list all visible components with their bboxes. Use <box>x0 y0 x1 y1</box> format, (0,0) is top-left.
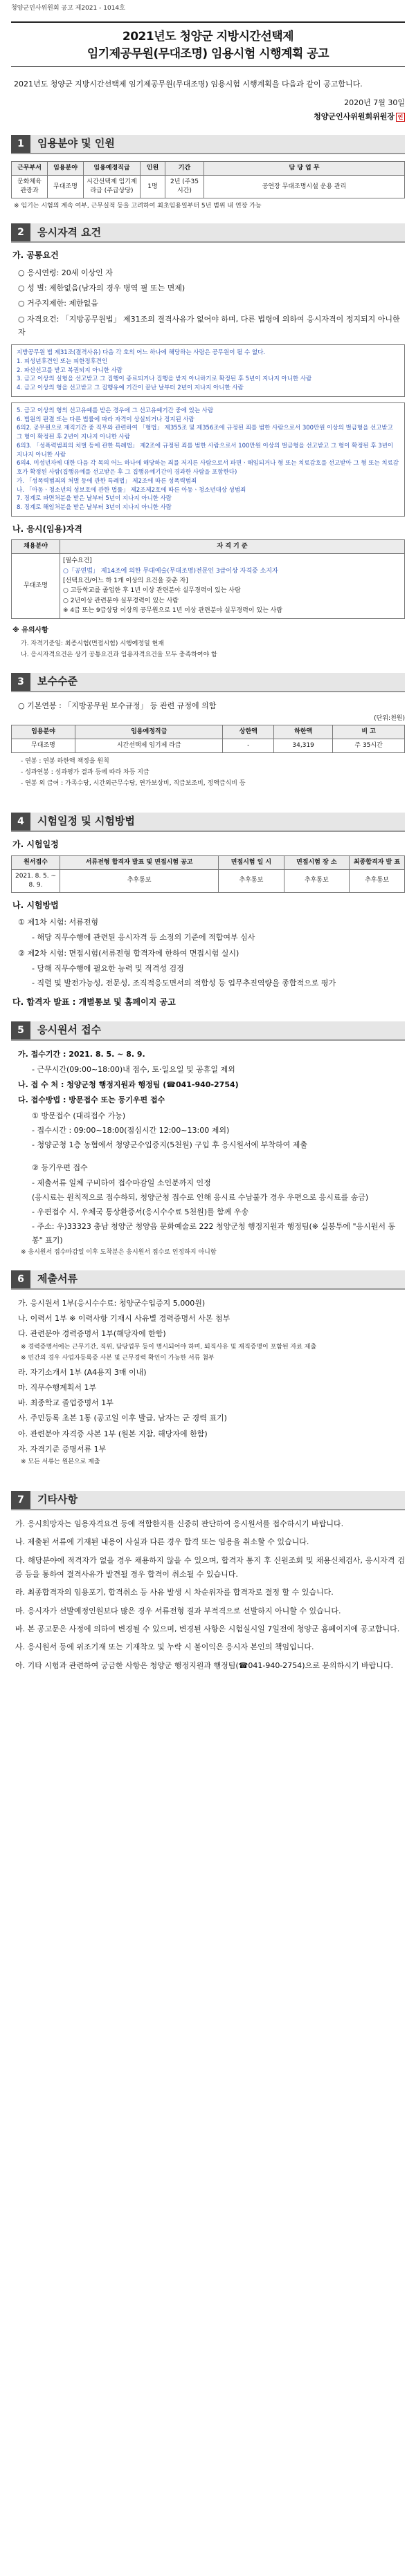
section-footnote: ※ 응시원서 접수마감일 이후 도착분은 응시원서 접수로 인정하지 아니함 <box>21 1248 217 1256</box>
criteria-line: [필수요건] <box>63 557 92 565</box>
table-header: 면접시험 일 시 <box>219 855 284 869</box>
positions-table <box>11 161 405 198</box>
list-item: ① 제1차 시험: 서류전형 <box>18 918 99 927</box>
list-item: ○ 자격요건: 「지방공무원법」 제31조의 결격사유가 없어야 하며, 다른 법령에 의하여 응시자격이 정지되지 아니한 자 <box>18 314 400 337</box>
list-item: ○ 거주지제한: 제한없음 <box>18 299 98 308</box>
list-item: 바. 본 공고문은 사정에 의하여 변경될 수 있으며, 변경된 사항은 시험실시일 7일전에 청양군 홈페이지에 공고합니다. <box>15 1624 400 1634</box>
table-header: 기간 <box>165 162 204 176</box>
title-box <box>11 21 405 67</box>
list-item: 다. 해당분야에 적격자가 없을 경우 채용하지 않을 수 있으며, 합격자 통지 후 신원조회 및 채용신체검사, 응시자격 검증 등을 통하여 결격사유가 발견될 경우 합격이 취소될 수 있습니다. <box>15 1555 405 1579</box>
title-line-2: 임기제공무원(무대조명) 임용시험 시행계획 공고 <box>87 46 329 61</box>
table-cell: 추후통보 <box>350 869 405 892</box>
table-header-row <box>12 855 405 869</box>
table-cell: 무대조명 <box>12 739 75 753</box>
table-cell: 무대조명 <box>12 554 60 618</box>
announcement-line: 다. 합격자 발표 : 개별통보 및 홈페이지 공고 <box>12 997 176 1008</box>
subsection-title: 가. 시험일정 <box>12 840 59 850</box>
table-cell: 추후통보 <box>219 869 284 892</box>
list-item: - 주소: 우)33323 충남 청양군 청양읍 문화예술로 222 청양군청 행정지원과 행정팀(※ 실봉투에 "응시원서 동봉" 표기) <box>32 1222 396 1245</box>
list-item: 다. 접수방법 : 방문접수 또는 등기우편 접수 <box>18 1095 165 1105</box>
section-title: 응시원서 접수 <box>37 1023 102 1036</box>
box-line: 6의2. 공무원으로 재직기간 중 직무와 관련하여 「형법」 제355조 및 제356조에 규정된 죄를 범한 사람으로서 300만원 이상의 벌금형을 선고받고 그 형이 확정된 후 2년이 지나지 아니한 사람 <box>17 425 393 441</box>
table-cell: 추후통보 <box>60 869 219 892</box>
list-item: 마. 직무수행계획서 1부 <box>18 1382 97 1392</box>
table-header: 담 당 업 무 <box>204 162 405 176</box>
section-footnote: ※ 모든 서류는 원본으로 제출 <box>21 1458 100 1466</box>
subsection-title: 나. 응시(임용)자격 <box>12 523 82 534</box>
list-item: 가. 응시희망자는 임용자격요건 등에 적합한지를 신중히 판단하여 응시원서를 접수하시기 바랍니다. <box>15 1519 344 1528</box>
notice-number: 청양군인사위원회 공고 제2021 - 1014호 <box>11 5 125 12</box>
list-item: 아. 관련분야 자격증 사본 1부 (원본 지참, 해당자에 한함) <box>18 1429 208 1438</box>
table-cell: 주 35시간 <box>333 739 405 753</box>
list-item: 가. 응시원서 1부(응시수수료: 청양군수입증지 5,000원) <box>18 1298 206 1308</box>
seal-stamp: 인 <box>396 113 405 122</box>
box-line: 7. 징계로 파면처분을 받은 날부터 5년이 지나지 아니한 사람 <box>17 495 172 503</box>
table-cell: 공연장 무대조명시설 운용 관리 <box>204 176 405 198</box>
list-item: 나. 제출된 서류에 기재된 내용이 사실과 다른 경우 합격 또는 임용을 취소할 수 있습니다. <box>15 1537 309 1547</box>
list-item: - 해당 직무수행에 관련된 응시자격 등 소정의 기준에 적합여부 심사 <box>32 933 255 943</box>
criteria-line: ○ 2년이상 관련분야 실무경력이 있는 사람 <box>63 597 179 604</box>
box-line: 2. 파산선고를 받고 복권되지 아니한 사람 <box>17 367 123 374</box>
table-header: 근무부서 <box>12 162 48 176</box>
list-item: 라. 최종합격자의 임용포기, 합격취소 등 사유 발생 시 차순위자를 합격자로 결정 할 수 있습니다. <box>15 1588 334 1597</box>
section-number: 5 <box>11 1021 30 1039</box>
section-3-header <box>11 673 405 692</box>
box-line: 6의3. 「성폭력범죄의 처벌 등에 관한 특례법」 제2조에 규정된 죄를 범한 사람으로서 100만원 이상의 벌금형을 선고받고 그 형이 확정된 후 3년이 지나지 아니한 사람 <box>17 442 394 458</box>
section-2-header <box>11 223 405 243</box>
section-title: 보수수준 <box>37 675 78 688</box>
salary-note: - 연봉 : 연봉 하한액 책정을 원칙 <box>21 758 109 766</box>
table-header-row <box>12 162 405 176</box>
notes-title: ※ 유의사항 <box>12 626 48 634</box>
table-cell: 2년 (주35시간) <box>165 176 204 198</box>
table-cell: 문화체육관광과 <box>12 176 48 198</box>
box-line: 6의4. 미성년자에 대한 다음 각 목의 어느 하나에 해당하는 죄를 저지른 사람으로서 파면ㆍ해임되거나 형 또는 치료감호를 선고받아 그 형 또는 치료감호가 확정된 사람(집행유예를 선고받은 후 그 집행유예기간이 경과한 사람을 포함한다) <box>17 460 399 476</box>
list-item: (응시료는 원칙적으로 접수하되, 청양군청 접수로 인해 응시료 수납불가 경우 우편으로 응시료를 송금) <box>32 1192 369 1202</box>
spacer <box>11 790 405 800</box>
spacer <box>11 1469 405 1479</box>
box-line: 3. 금고 이상의 실형을 선고받고 그 집행이 종료되거나 집행을 받지 아니하기로 확정된 후 5년이 지나지 아니한 사람 <box>17 376 312 383</box>
table-footnote: ※ 임기는 시험의 계속 여부, 근무실적 등을 고려하여 최초임용일부터 5년 범위 내 연장 가능 <box>14 203 262 210</box>
table-cell: 시간선택제 임기제 라급 <box>75 739 223 753</box>
list-item: - 접수시간 : 09:00~18:00(점심시간 12:00~13:00 제외) <box>32 1125 230 1135</box>
section-number: 1 <box>11 135 30 153</box>
table-header: 자 격 기 준 <box>60 540 405 554</box>
table-cell: 1명 <box>141 176 165 198</box>
table-header: 임용예정직급 <box>84 162 141 176</box>
section-title: 응시자격 요건 <box>37 225 102 239</box>
list-item: - 우편접수 시, 우체국 통상환증서(응시수수료 5천원)를 함께 우송 <box>32 1207 249 1217</box>
qualification-criteria <box>60 554 405 618</box>
section-number: 4 <box>11 813 30 831</box>
list-note: ※ 경력증명서에는 근무기간, 직위, 담당업무 등이 명시되어야 하며, 퇴직사유 및 재직증명이 포함된 자료 제출 <box>21 1343 317 1351</box>
table-header: 임용분야 <box>12 725 75 739</box>
table-cell: 추후통보 <box>284 869 349 892</box>
section-4-header <box>11 813 405 832</box>
subsection-title: 나. 시험방법 <box>12 900 59 910</box>
table-row <box>12 176 405 198</box>
criteria-line: ○「공연법」 제14조에 의한 무대예술(무대조명)전문인 3급이상 자격증 소지자 <box>63 567 278 575</box>
list-item: ○ 성 별: 제한없음(남자의 경우 병역 필 또는 면제) <box>18 284 186 293</box>
section-1-header <box>11 135 405 154</box>
qualification-table <box>11 539 405 618</box>
criteria-line: [선택요건/어느 하 1개 이상의 요건을 갖춘 자] <box>63 577 188 584</box>
section-7-header <box>11 1491 405 1510</box>
section-title: 기타사항 <box>37 1493 78 1506</box>
list-item: 아. 기타 시험과 관련하여 궁금한 사항은 청양군 행정지원과 행정팀(☎041-940-2754)으로 문의하시기 바랍니다. <box>15 1660 393 1670</box>
table-header: 면접시험 장 소 <box>284 855 349 869</box>
table-header: 채용분야 <box>12 540 60 554</box>
disqualification-box-2 <box>11 402 405 517</box>
section-number: 6 <box>11 1270 30 1288</box>
intro-text: 2021년도 청양군 지방시간선택제 임기제공무원(무대조명) 임용시험 시행계획을 다음과 같이 공고합니다. <box>14 80 363 89</box>
table-header: 최종합격자 발 표 <box>350 855 405 869</box>
list-item: - 당해 직무수행에 필요한 능력 및 적격성 검정 <box>32 963 184 973</box>
list-item: ② 등기우편 접수 <box>32 1163 88 1173</box>
table-row <box>12 554 405 618</box>
list-item: ② 제2차 시험: 면접시험(서류전형 합격자에 한하여 면접시험 실시) <box>18 948 239 958</box>
table-cell: 34,319 <box>274 739 333 753</box>
table-header: 임용분야 <box>48 162 84 176</box>
box-line: 5. 금고 이상의 형의 선고유예를 받은 경우에 그 선고유예기간 중에 있는 사람 <box>17 407 214 414</box>
table-row <box>12 739 405 753</box>
table-header: 임용예정직급 <box>75 725 223 739</box>
table-header-row <box>12 725 405 739</box>
table-cell: - <box>223 739 274 753</box>
table-header: 원서접수 <box>12 855 60 869</box>
box-line: 1. 피성년후견인 또는 피한정후견인 <box>17 358 108 365</box>
subsection-title: 가. 공통요건 <box>12 250 59 261</box>
box-line: 가. 「성폭력범죄의 처벌 등에 관한 특례법」 제2조에 따른 성폭력범죄 <box>17 477 197 485</box>
box-line: 6. 법원의 판결 또는 다른 법률에 따라 자격이 상실되거나 정지된 사람 <box>17 416 195 423</box>
schedule-table <box>11 855 405 893</box>
section-number: 2 <box>11 223 30 241</box>
criteria-line: ○ 고등학교를 졸업한 후 1년 이상 관련분야 실무경력이 있는 사람 <box>63 587 241 595</box>
table-header-row <box>12 540 405 554</box>
list-item: - 제출서류 일체 구비하여 접수마감일 소인분까지 인정 <box>32 1178 211 1187</box>
table-header: 비 고 <box>333 725 405 739</box>
box-line: 4. 금고 이상의 형을 선고받고 그 집행유예 기간이 끝난 날부터 2년이 지나지 아니한 사람 <box>17 384 244 392</box>
list-item: 바. 최종학교 졸업증명서 1부 <box>18 1398 114 1408</box>
list-item: 사. 주민등록 초본 1통 (공고일 이후 발급, 남자는 군 경력 표기) <box>18 1414 227 1423</box>
list-item: 라. 자기소개서 1부 (A4용지 3매 이내) <box>18 1367 147 1377</box>
list-item: 마. 응시자가 선발예정인원보다 많은 경우 서류전형 결과 부적격으로 선발하지 아니할 수 있습니다. <box>15 1606 341 1615</box>
table-cell: 시간선택제 임기제 라급 (주급상당) <box>84 176 141 198</box>
section-title: 임용분야 및 인원 <box>37 137 115 150</box>
salary-basis: ○ 기본연봉 : 「지방공무원 보수규정」 등 관련 규정에 의함 <box>18 701 217 710</box>
section-6-header <box>11 1270 405 1290</box>
box-line: 8. 징계로 해임처분을 받은 날부터 3년이 지나지 아니한 사람 <box>17 504 172 512</box>
table-row <box>12 869 405 892</box>
salary-note: - 성과연봉 : 성과평가 결과 등에 따라 차등 지급 <box>21 769 150 777</box>
list-item: ○ 응시연령: 20세 이상인 자 <box>18 268 113 277</box>
salary-note: - 연봉 외 급여 : 가족수당, 시간외근무수당, 연가보상비, 직급보조비, 정액급식비 등 <box>21 780 246 788</box>
section-number: 7 <box>11 1491 30 1509</box>
table-cell: 무대조명 <box>48 176 84 198</box>
section-number: 3 <box>11 673 30 691</box>
list-item: 사. 응시원서 등에 위조기재 또는 기재착오 및 누락 시 불이익은 응시자 본인의 책임입니다. <box>15 1642 314 1652</box>
list-note: ※ 민간의 경우 사업자등록증 사본 및 근무경력 확인이 가능한 서류 첨부 <box>21 1354 215 1362</box>
list-item: - 근무시간(09:00~18:00)내 접수, 토·일요일 및 공휴일 제외 <box>32 1064 235 1074</box>
list-item: ① 방문접수 (대리접수 가능) <box>32 1111 126 1120</box>
salary-table <box>11 725 405 753</box>
list-item: 나. 접 수 처 : 청양군청 행정지원과 행정팀 (☎041-940-2754) <box>18 1080 239 1090</box>
list-item: 다. 관련분야 경력증명서 1부(해당자에 한함) <box>18 1329 166 1339</box>
unit-label: (단위:천원) <box>374 715 405 723</box>
list-item: 나. 이력서 1부 ※ 이력사항 기재시 사유별 경력증명서 사본 첨부 <box>18 1314 230 1324</box>
table-header: 하한액 <box>274 725 333 739</box>
disqualification-box-1 <box>11 344 405 397</box>
box-line: 지방공무원 법 제31조(결격사유) 다음 각 호의 어느 하나에 해당하는 사람은 공무원이 될 수 없다. <box>17 349 266 357</box>
list-item: 가. 접수기간 : 2021. 8. 5. ~ 8. 9. <box>18 1049 145 1059</box>
issuer-name: 청양군인사위원회위원장 <box>314 112 395 122</box>
list-item: 자. 자격기준 증명서류 1부 <box>18 1444 107 1454</box>
note-item: 나. 응시자격요건은 상기 공통요건과 임용자격요건을 모두 충족하여야 함 <box>21 651 217 658</box>
section-title: 시험일정 및 시험방법 <box>37 815 135 828</box>
table-cell: 2021. 8. 5. ~ 8. 9. <box>12 869 60 892</box>
table-header: 인원 <box>141 162 165 176</box>
table-header: 서류전형 합격자 발표 및 면접시험 공고 <box>60 855 219 869</box>
list-item: - 직렬 및 발전가능성, 전문성, 조직적응도면서의 적합성 등 업무추진역량을 종합적으로 평가 <box>32 979 336 988</box>
list-item: - 청양군청 1층 농협에서 청양군수입증지(5천원) 구입 후 응시원서에 부착하여 제출 <box>32 1140 308 1150</box>
box-line: 나. 「아동ㆍ청소년의 성보호에 관한 법률」 제2조제2호에 따른 아동ㆍ청소년대상 성범죄 <box>17 486 246 494</box>
title-line-1: 2021년도 청양군 지방시간선택제 <box>122 30 294 44</box>
criteria-line: ※ 4급 또는 9급상당 이상의 공무원으로 1년 이상 관련분야 실무경력이 있는 사람 <box>63 607 283 615</box>
table-header: 상한액 <box>223 725 274 739</box>
notice-date: 2020년 7월 30일 <box>344 98 405 108</box>
note-item: 가. 자격기준일: 최종시험(면접시험) 시행예정일 현재 <box>21 640 164 648</box>
section-title: 제출서류 <box>37 1272 78 1286</box>
issuer <box>11 111 405 122</box>
section-5-header <box>11 1021 405 1041</box>
